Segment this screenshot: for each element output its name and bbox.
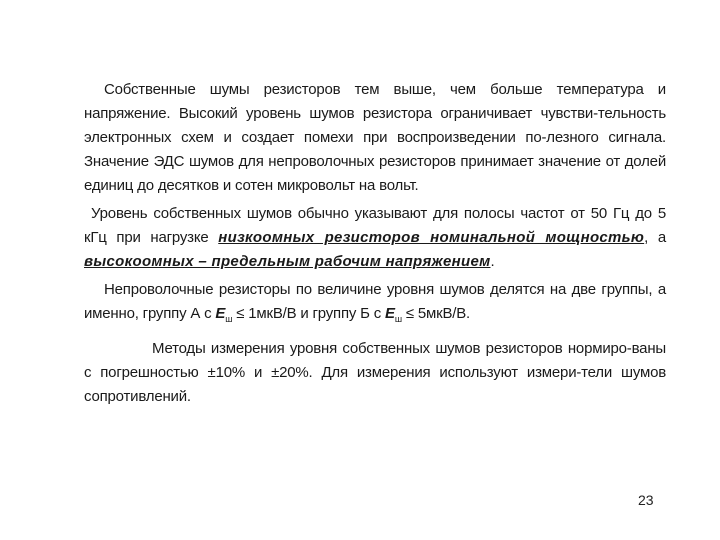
symbol-noise-emf-a [215,305,232,322]
symbol-subscript: ш [394,314,402,324]
paragraph-noise-temperature: Собственные шумы резисторов тем выше, чем больше температура и напряжение. Высокий уровень шумов резистора ограничивает чувстви-тельность электронных схем и создает помехи при воспроизведении по-лезного сигнала. Значение ЭДС шумов для непроволочных резисторов принимает значение от долей единиц до десятков и сотен микровольт на вольт. [84,81,666,194]
text-body [84,78,666,409]
emphasis-high-ohm: высокоомных – предельным рабочим напряжением [84,253,491,270]
paragraph-text: . [490,253,495,270]
paragraph-resistor-groups [84,278,666,331]
paragraph-measurement-methods: Методы измерения уровня собственных шумов резисторов нормиро-ваны с погрешностью ±10% и ±20%. Для измерения используют измери-тели шумов сопротивлений. [84,340,666,405]
page-number: 23 [638,492,654,508]
symbol-letter: E [215,305,226,322]
symbol-noise-emf-b [385,305,402,322]
symbol-subscript: ш [225,314,233,324]
paragraph-text: Уровень собственных шумов обычно указывают для полосы частот от 50 Гц до 5 кГц при нагрузке [84,205,666,246]
symbol-letter: E [385,305,395,322]
paragraph-noise-level-band [84,202,666,274]
paragraph-text: ≤ 1мкВ/В и группу Б с [232,305,386,322]
paragraph-text: , а [644,229,667,246]
emphasis-low-ohm: низкоомных резисторов номинальной мощностью [218,229,645,246]
paragraph-text: Непроволочные резисторы по величине уровня шумов делятся на две группы, а именно, группу А с [84,281,666,322]
paragraph-text: ≤ 5мкВ/В. [401,305,471,322]
